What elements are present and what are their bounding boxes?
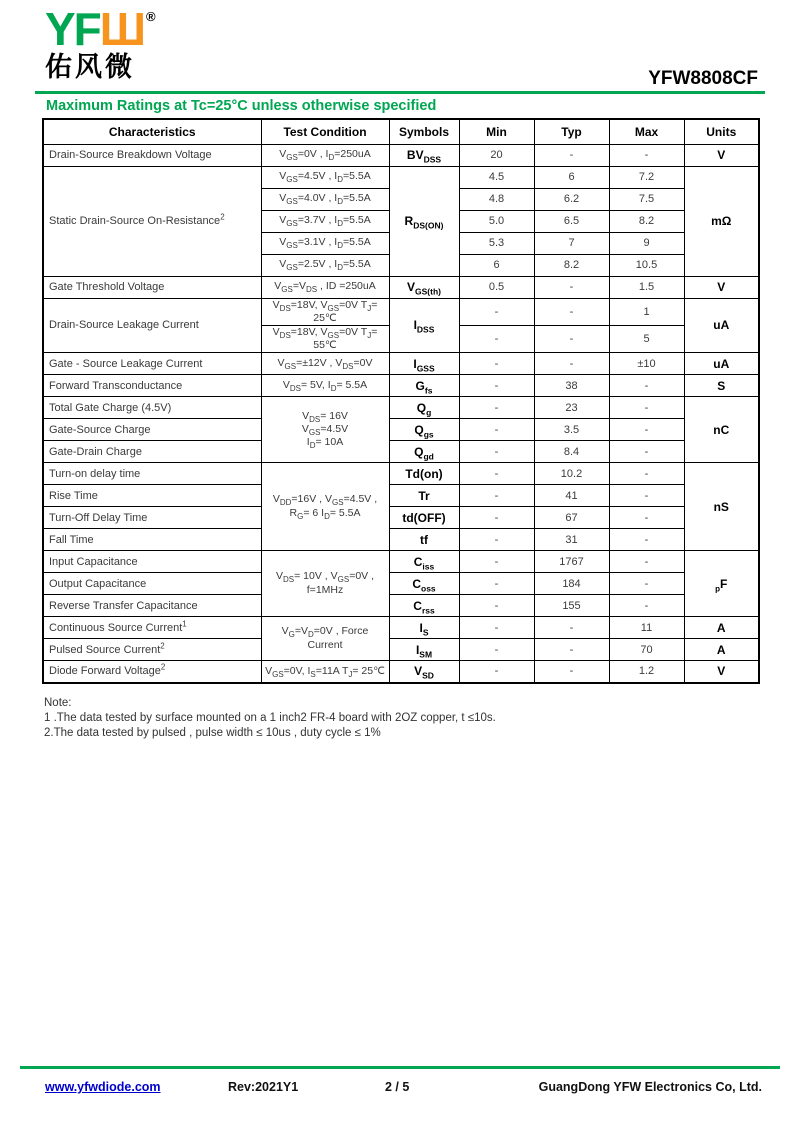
unit-cell: nS	[684, 463, 759, 551]
val-cell: 6.2	[534, 188, 609, 210]
table-body	[43, 144, 759, 683]
val-cell: 5.0	[459, 210, 534, 232]
val-cell: 70	[609, 639, 684, 661]
sym-cell: $Q_{gd}$	[389, 441, 459, 463]
char-cell: Turn-on delay time	[43, 463, 261, 485]
sym-cell: $R_{DS(ON)}$	[389, 166, 459, 276]
table-row	[43, 166, 759, 188]
val-cell: -	[459, 617, 534, 639]
val-cell: 5	[609, 325, 684, 352]
cond-cell: $V_{DS}=18V$, $V_{GS}=0V$ $T_J=$ 55℃	[261, 325, 389, 352]
val-cell: -	[459, 639, 534, 661]
char-cell: Pulsed Source Current$^2$	[43, 639, 261, 661]
table-row	[43, 617, 759, 639]
table-row	[43, 573, 759, 595]
val-cell: 6.5	[534, 210, 609, 232]
sym-cell: $I_{SM}$	[389, 639, 459, 661]
val-cell: 6	[534, 166, 609, 188]
column-header: Characteristics	[43, 119, 261, 144]
val-cell: 20	[459, 144, 534, 166]
unit-cell: V	[684, 276, 759, 298]
val-cell: -	[459, 298, 534, 325]
val-cell: -	[534, 639, 609, 661]
char-cell: Output Capacitance	[43, 573, 261, 595]
val-cell: -	[534, 276, 609, 298]
cond-cell: $V_{DS}= 10V$ , $V_{GS}=0V$ , f=1MHz	[261, 551, 389, 617]
val-cell: -	[459, 325, 534, 352]
table-row	[43, 419, 759, 441]
table-row	[43, 639, 759, 661]
logo-chinese-name: 佑风微	[45, 51, 135, 82]
val-cell: 3.5	[534, 419, 609, 441]
footer	[0, 1080, 800, 1104]
char-cell: Rise Time	[43, 485, 261, 507]
column-header: Symbols	[389, 119, 459, 144]
val-cell: -	[609, 441, 684, 463]
val-cell: -	[534, 617, 609, 639]
val-cell: 8.4	[534, 441, 609, 463]
char-cell: Reverse Transfer Capacitance	[43, 595, 261, 617]
val-cell: -	[459, 595, 534, 617]
val-cell: 8.2	[609, 210, 684, 232]
column-header: Units	[684, 119, 759, 144]
val-cell: 7.2	[609, 166, 684, 188]
unit-cell: nC	[684, 397, 759, 463]
val-cell: -	[459, 397, 534, 419]
unit-cell: A	[684, 617, 759, 639]
val-cell: -	[609, 507, 684, 529]
section-title: Maximum Ratings at Tc=25°C unless otherwise specified	[46, 98, 437, 114]
note-line-1: 1 .The data tested by surface mounted on a 1 inch2 FR-4 board with 2OZ copper, t ≤10s.	[44, 711, 496, 724]
table-row	[43, 353, 759, 375]
val-cell: -	[459, 353, 534, 375]
char-cell: Drain-Source Breakdown Voltage	[43, 144, 261, 166]
char-cell: Input Capacitance	[43, 551, 261, 573]
unit-cell: uA	[684, 298, 759, 353]
val-cell: -	[609, 463, 684, 485]
cond-cell: $V_{GS}=\pm 12V$ , $V_{DS}=0V$	[261, 353, 389, 375]
char-cell: Turn-Off Delay Time	[43, 507, 261, 529]
cond-cell: $V_{DS}= 5V$, $I_D= 5.5A$	[261, 375, 389, 397]
table-row	[43, 661, 759, 683]
val-cell: -	[459, 375, 534, 397]
char-cell: Total Gate Charge (4.5V)	[43, 397, 261, 419]
val-cell: 7	[534, 232, 609, 254]
sym-cell: Tr	[389, 485, 459, 507]
val-cell: -	[459, 507, 534, 529]
cond-cell: $V_{GS}=0V$ , $I_D=250uA$	[261, 144, 389, 166]
val-cell: -	[609, 419, 684, 441]
val-cell: -	[534, 353, 609, 375]
cond-cell: $V_{GS}=4.5V$ , $I_D=5.5A$	[261, 166, 389, 188]
cond-cell: $V_{GS}=3.1V$ , $I_D=5.5A$	[261, 232, 389, 254]
sym-cell: td(OFF)	[389, 507, 459, 529]
sym-cell: tf	[389, 529, 459, 551]
val-cell: -	[609, 144, 684, 166]
val-cell: -	[534, 144, 609, 166]
val-cell: 1.5	[609, 276, 684, 298]
val-cell: -	[459, 573, 534, 595]
sym-cell: $Q_{gs}$	[389, 419, 459, 441]
val-cell: -	[609, 397, 684, 419]
val-cell: 4.8	[459, 188, 534, 210]
table-row	[43, 375, 759, 397]
val-cell: -	[609, 573, 684, 595]
val-cell: -	[609, 595, 684, 617]
table-row	[43, 551, 759, 573]
sym-cell: $I_{GSS}$	[389, 353, 459, 375]
sym-cell: $V_{SD}$	[389, 661, 459, 683]
char-cell: Gate - Source Leakage Current	[43, 353, 261, 375]
table-row	[43, 463, 759, 485]
cond-cell: $V_{GS}=4.0V$ , $I_D=5.5A$	[261, 188, 389, 210]
table-row	[43, 441, 759, 463]
char-cell: Diode Forward Voltage$^2$	[43, 661, 261, 683]
val-cell: -	[534, 298, 609, 325]
char-cell: Gate Threshold Voltage	[43, 276, 261, 298]
val-cell: -	[459, 441, 534, 463]
table-row	[43, 507, 759, 529]
logo-wordmark	[45, 3, 156, 55]
part-number: YFW8808CF	[648, 68, 758, 89]
company-name: GuangDong YFW Electronics Co, Ltd.	[538, 1080, 762, 1094]
sym-cell: $I_S$	[389, 617, 459, 639]
val-cell: 1.2	[609, 661, 684, 683]
table-row	[43, 485, 759, 507]
char-cell: Forward Transconductance	[43, 375, 261, 397]
char-cell: Gate-Drain Charge	[43, 441, 261, 463]
val-cell: 155	[534, 595, 609, 617]
table-row	[43, 144, 759, 166]
page-indicator: 2 / 5	[385, 1080, 410, 1094]
char-cell: Gate-Source Charge	[43, 419, 261, 441]
table-row	[43, 276, 759, 298]
note-line-2: 2.The data tested by pulsed , pulse width ≤ 10us , duty cycle ≤ 1%	[44, 726, 381, 739]
char-cell: Continuous Source Current$^1$	[43, 617, 261, 639]
sym-cell: $C_{iss}$	[389, 551, 459, 573]
val-cell: 67	[534, 507, 609, 529]
val-cell: 6	[459, 254, 534, 276]
cond-cell: $V_{DD}=16V$ , $V_{GS}=4.5V$ , $R_G= 6$ $I_D= 5.5A$	[261, 463, 389, 551]
val-cell: 10.2	[534, 463, 609, 485]
val-cell: -	[459, 419, 534, 441]
sym-cell: $Q_g$	[389, 397, 459, 419]
logo-text-orange: Ш	[99, 3, 145, 55]
val-cell: -	[534, 325, 609, 352]
notes-section	[44, 696, 496, 741]
val-cell: -	[459, 485, 534, 507]
val-cell: -	[609, 375, 684, 397]
sym-cell: Td(on)	[389, 463, 459, 485]
char-cell: Fall Time	[43, 529, 261, 551]
table-header-row	[43, 119, 759, 144]
notes-label: Note:	[44, 697, 72, 709]
val-cell: 4.5	[459, 166, 534, 188]
val-cell: -	[459, 661, 534, 683]
unit-cell: V	[684, 144, 759, 166]
cond-cell: $V_G=V_D=0V$ , Force Current	[261, 617, 389, 661]
revision-label: Rev:2021Y1	[228, 1080, 299, 1094]
cond-cell: $V_{GS}=V_{DS}$ , ID =250uA	[261, 276, 389, 298]
header-divider	[35, 91, 765, 94]
val-cell: 8.2	[534, 254, 609, 276]
unit-cell: $_p$F	[684, 551, 759, 617]
unit-cell: V	[684, 661, 759, 683]
val-cell: 31	[534, 529, 609, 551]
val-cell: 11	[609, 617, 684, 639]
val-cell: 41	[534, 485, 609, 507]
column-header: Typ	[534, 119, 609, 144]
table-row	[43, 595, 759, 617]
unit-cell: S	[684, 375, 759, 397]
char-cell: Static Drain-Source On-Resistance$^2$	[43, 166, 261, 276]
cond-cell: $V_{GS}=0V$, $I_S=11A$ $T_J=$ 25℃	[261, 661, 389, 683]
logo-text-green: YF	[45, 3, 100, 55]
cond-cell: $V_{DS}= 16V$ $V_{GS}=4.5V$ $I_D= 10A$	[261, 397, 389, 463]
val-cell: 0.5	[459, 276, 534, 298]
cond-cell: $V_{GS}=2.5V$ , $I_D=5.5A$	[261, 254, 389, 276]
val-cell: -	[609, 485, 684, 507]
table-row	[43, 298, 759, 325]
footer-divider	[20, 1066, 780, 1069]
val-cell: -	[459, 463, 534, 485]
val-cell: 5.3	[459, 232, 534, 254]
val-cell: 184	[534, 573, 609, 595]
val-cell: 10.5	[609, 254, 684, 276]
char-cell: Drain-Source Leakage Current	[43, 298, 261, 353]
val-cell: 38	[534, 375, 609, 397]
val-cell: -	[609, 529, 684, 551]
ratings-table	[42, 118, 760, 684]
column-header: Test Condition	[261, 119, 389, 144]
column-header: Max	[609, 119, 684, 144]
sym-cell: $I_{DSS}$	[389, 298, 459, 353]
val-cell: -	[459, 529, 534, 551]
sym-cell: $C_{oss}$	[389, 573, 459, 595]
sym-cell: $V_{GS(th)}$	[389, 276, 459, 298]
cond-cell: $V_{DS}=18V$, $V_{GS}=0V$ $T_J=$ 25℃	[261, 298, 389, 325]
table-row	[43, 397, 759, 419]
sym-cell: $C_{rss}$	[389, 595, 459, 617]
yfw-logo	[45, 3, 156, 82]
val-cell: -	[534, 661, 609, 683]
val-cell: -	[459, 551, 534, 573]
val-cell: -	[609, 551, 684, 573]
val-cell: 1	[609, 298, 684, 325]
unit-cell: mΩ	[684, 166, 759, 276]
sym-cell: $BV_{DSS}$	[389, 144, 459, 166]
table-row	[43, 529, 759, 551]
cond-cell: $V_{GS}=3.7V$ , $I_D=5.5A$	[261, 210, 389, 232]
val-cell: 9	[609, 232, 684, 254]
sym-cell: $G_{fs}$	[389, 375, 459, 397]
column-header: Min	[459, 119, 534, 144]
val-cell: 1767	[534, 551, 609, 573]
unit-cell: uA	[684, 353, 759, 375]
val-cell: 7.5	[609, 188, 684, 210]
unit-cell: A	[684, 639, 759, 661]
website-link[interactable]: www.yfwdiode.com	[45, 1080, 161, 1094]
registered-trademark-icon: ®	[146, 9, 156, 24]
val-cell: 23	[534, 397, 609, 419]
val-cell: ±10	[609, 353, 684, 375]
